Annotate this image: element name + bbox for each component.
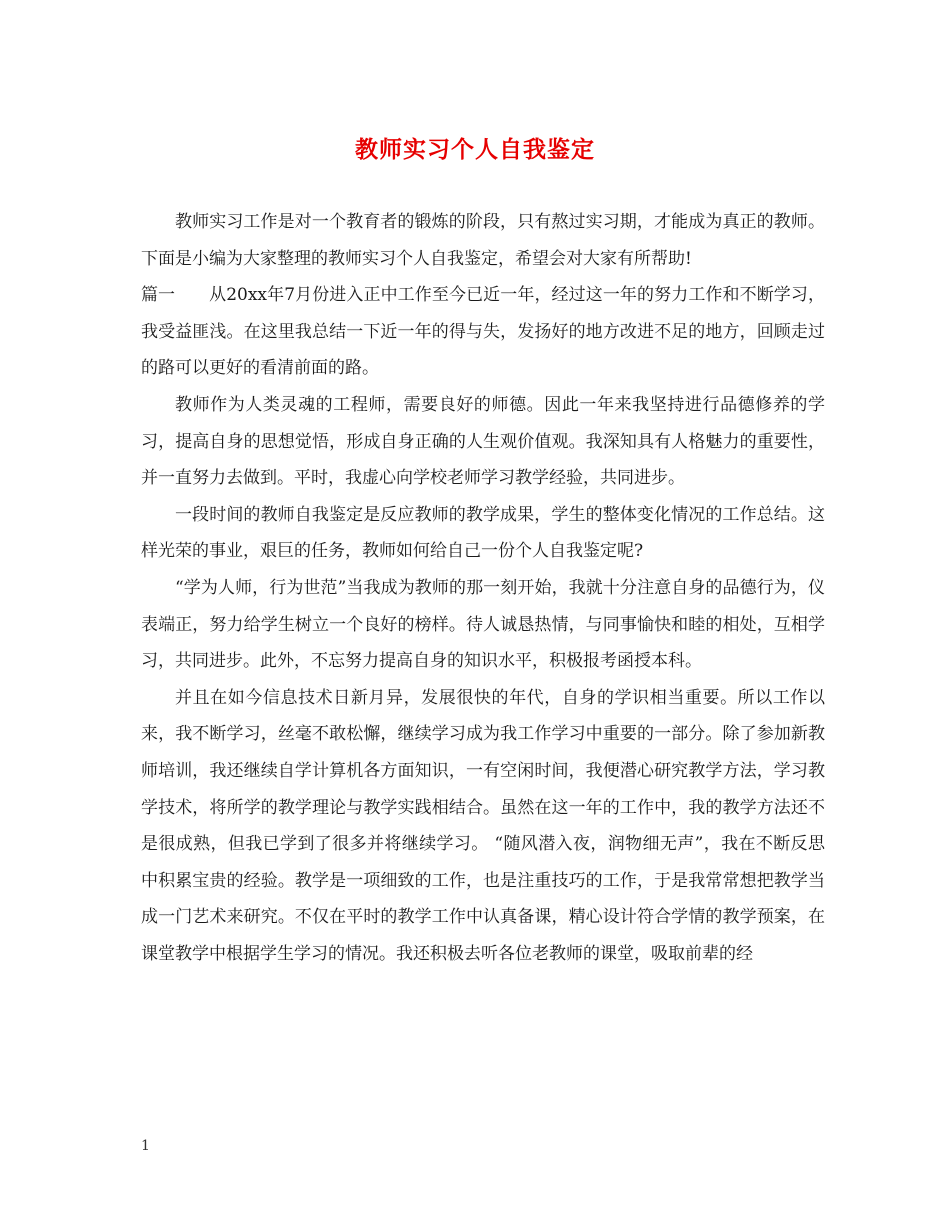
section-one-paragraph (141, 277, 825, 387)
body-paragraph: 并且在如今信息技术日新月异，发展很快的年代，自身的学识相当重要。所以工作以来，我不断学习，丝毫不敢松懈，继续学习成为我工作学习中重要的一部分。除了参加新教师培训，我还继续自学计算机各方面知识，一有空闲时间，我便潜心研究教学方法，学习教学技术，将所学的教学理论与教学实践相结合。虽然在这一年的工作中，我的教学方法还不是很成熟，但我已学到了很多并将继续学习。 “随风潜入夜，润物细无声”，我在不断反思中积累宝贵的经验。教学是一项细致的工作，也是注重技巧的工作，于是我常常想把教学当成一门艺术来研究。不仅在平时的教学工作中认真备课，精心设计符合学情的教学预案，在课堂教学中根据学生学习的情况。我还积极去听各位老教师的课堂，吸取前辈的经 (141, 687, 825, 964)
section-label: 篇一 (141, 285, 175, 306)
document-body (141, 204, 825, 972)
body-paragraph: 一段时间的教师自我鉴定是反应教师的教学成果，学生的整体变化情况的工作总结。这样光荣的事业，艰巨的任务，教师如何给自己一份个人自我鉴定呢? (141, 504, 825, 562)
document-title: 教师实习个人自我鉴定 (355, 136, 595, 163)
page-number: 1 (141, 1138, 150, 1154)
body-paragraph: “学为人师，行为世范”当我成为教师的那一刻开始，我就十分注意自身的品德行为，仪表端正，努力给学生树立一个良好的榜样。待人诚恳热情，与同事愉快和睦的相处，互相学习，共同进步。此外，不忘努力提高自身的知识水平，积极报考函授本科。 (141, 577, 825, 672)
section-one-text: 从20xx年7月份进入正中工作至今已近一年，经过这一年的努力工作和不断学习，我受益匪浅。在这里我总结一下近一年的得与失，发扬好的地方改进不足的地方，回顾走过的路可以更好的看清前面的路。 (141, 285, 825, 379)
body-paragraph: 教师作为人类灵魂的工程师，需要良好的师德。因此一年来我坚持进行品德修养的学习，提高自身的思想觉悟，形成自身正确的人生观价值观。我深知具有人格魅力的重要性，并一直努力去做到。平时，我虚心向学校老师学习教学经验，共同进步。 (141, 394, 825, 489)
intro-paragraph: 教师实习工作是对一个教育者的锻炼的阶段，只有熬过实习期，才能成为真正的教师。下面是小编为大家整理的教师实习个人自我鉴定，希望会对大家有所帮助! (141, 212, 825, 269)
